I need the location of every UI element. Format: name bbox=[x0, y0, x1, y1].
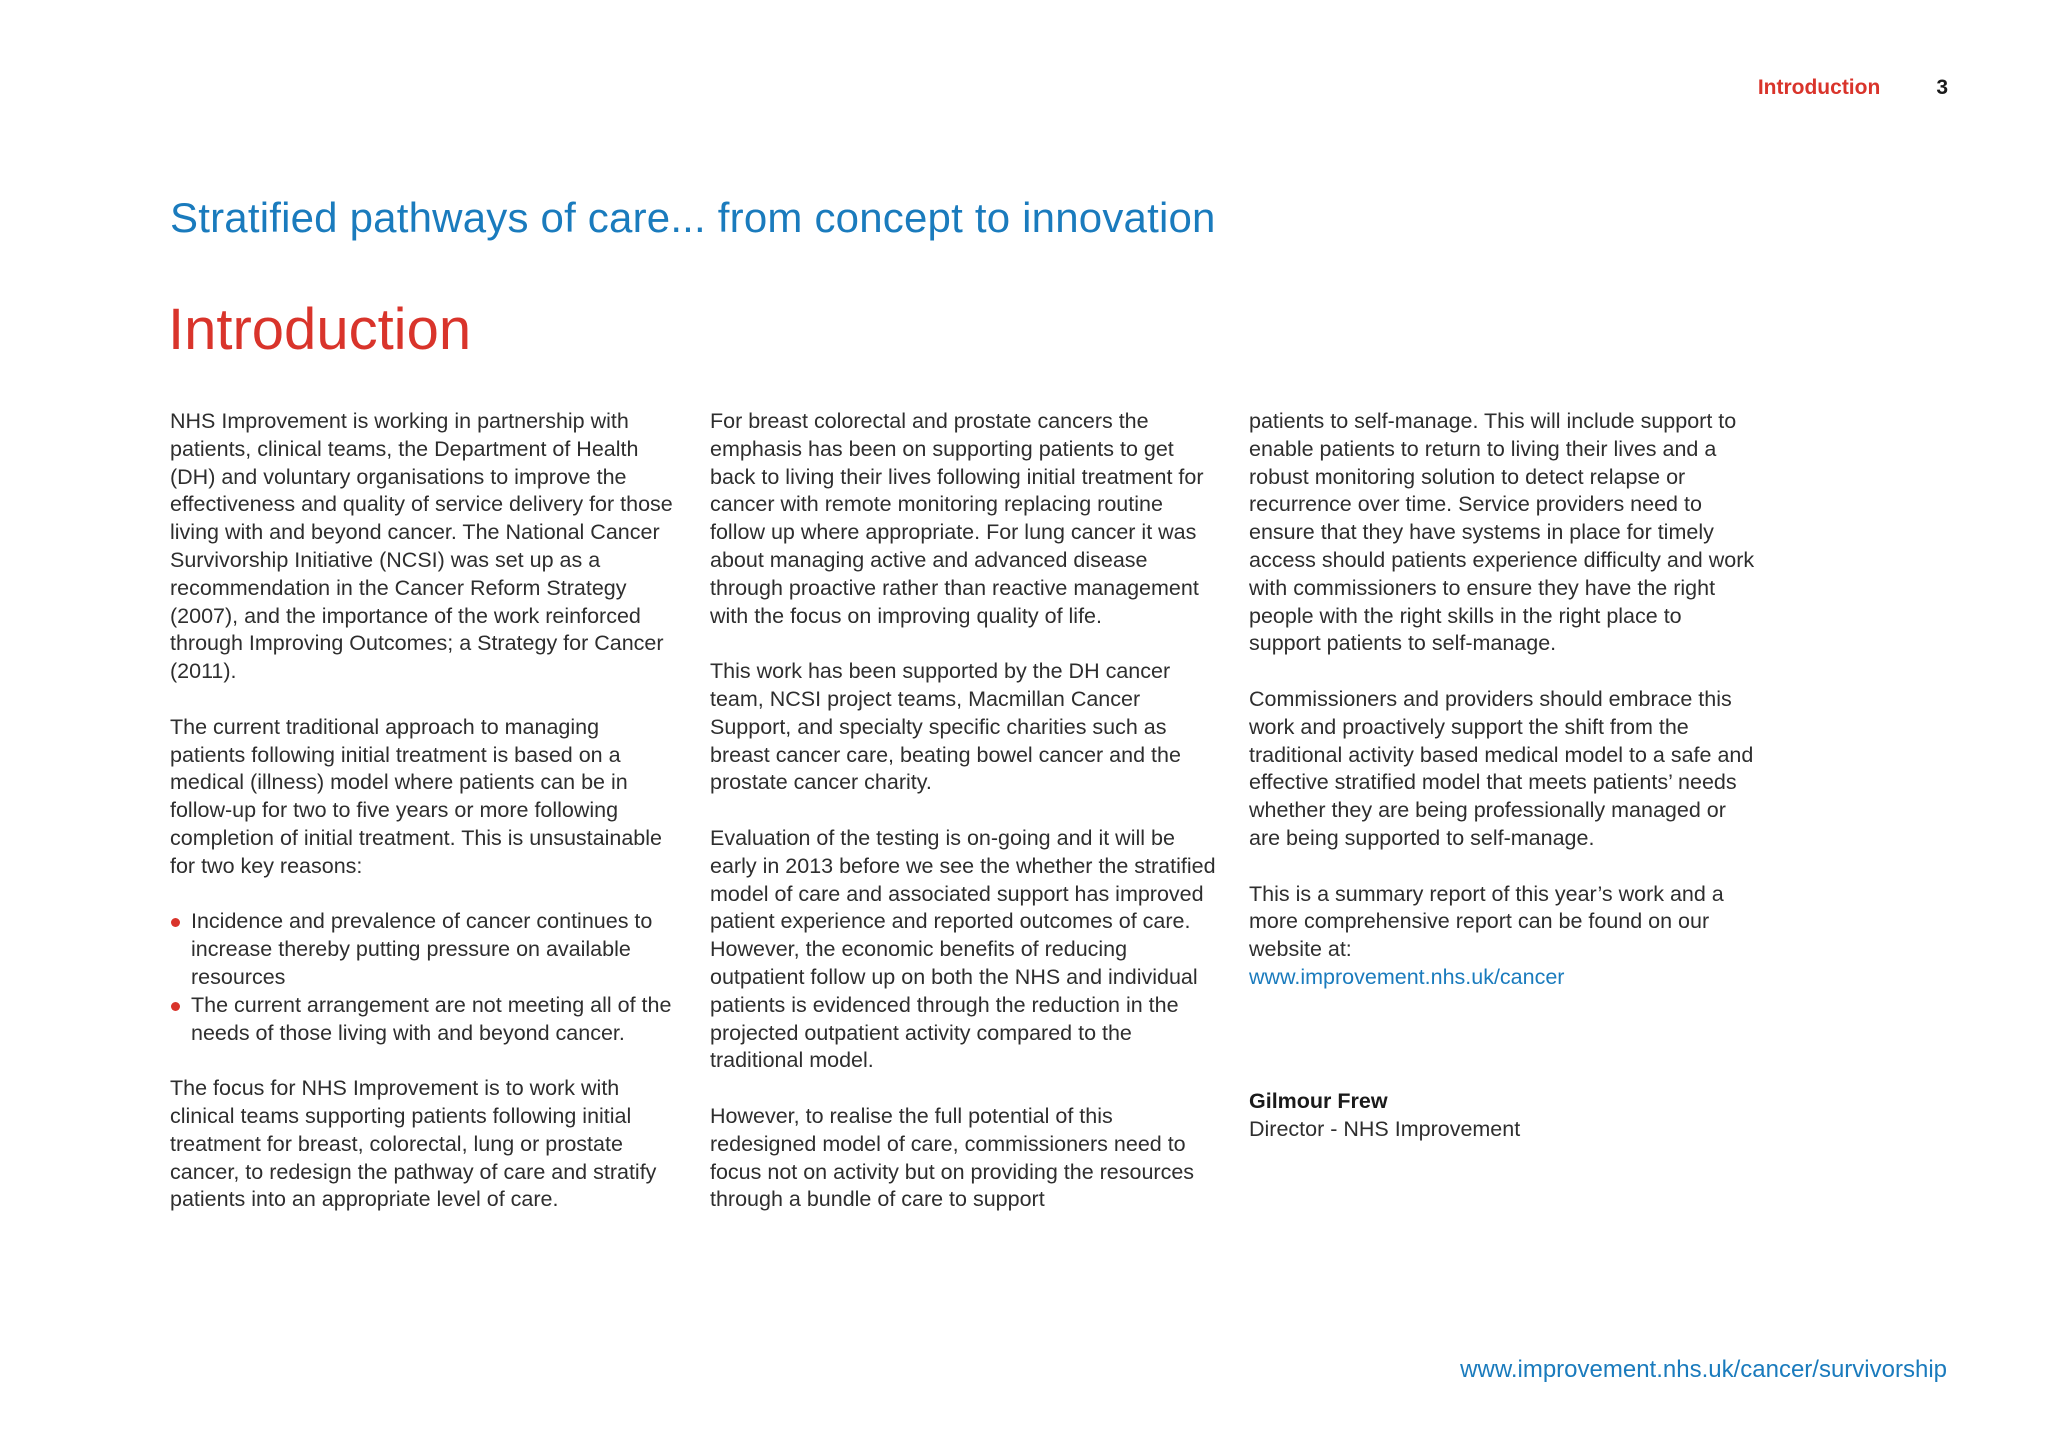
bullet-list bbox=[170, 908, 680, 1047]
paragraph: This work has been supported by the DH cancer team, NCSI project teams, Macmillan Cancer Support, and specialty specific charities such as breast cancer care, beating bowel cancer and the prostate cancer charity. bbox=[710, 659, 1181, 795]
paragraph: patients to self-manage. This will include support to enable patients to return to living their lives and a robust monitoring solution to detect relapse or recurrence over time. Service providers need to ensure that they have systems in place for timely access should patients experience difficulty and work with commissioners to ensure they have the right people with the right skills in the right place to support patients to self-manage. bbox=[1249, 409, 1755, 656]
header-section-name: Introduction bbox=[1757, 76, 1881, 99]
text-column-1 bbox=[170, 408, 680, 1242]
list-item-text: The current arrangement are not meeting all of the needs of those living with and beyond cancer. bbox=[191, 992, 672, 1045]
paragraph: However, to realise the full potential of this redesigned model of care, commissioners need to focus not on activity but on providing the resources through a bundle of care to support bbox=[710, 1103, 1195, 1212]
list-item-text: Incidence and prevalence of cancer continues to increase thereby putting pressure on available resources bbox=[191, 909, 653, 989]
page-title: Introduction bbox=[168, 297, 472, 362]
running-header bbox=[1758, 76, 1948, 100]
list-item bbox=[170, 908, 680, 991]
paragraph: For breast colorectal and prostate cancers the emphasis has been on supporting patients to get back to living their lives following initial treatment for cancer with remote monitoring replacing routine follow up where appropriate. For lung cancer it was about managing active and advanced disease through proactive rather than reactive management with the focus on improving quality of life. bbox=[710, 409, 1204, 628]
text-column-3 bbox=[1249, 408, 1759, 1143]
paragraph: NHS Improvement is working in partnership with patients, clinical teams, the Department of Health (DH) and voluntary organisations to improve the effectiveness and quality of service delivery for those living with and beyond cancer. The National Cancer Survivorship Initiative (NCSI) was set up as a recommendation in the Cancer Reform Strategy (2007), and the importance of the work reinforced through Improving Outcomes; a Strategy for Cancer (2011). bbox=[170, 409, 673, 684]
paragraph: Evaluation of the testing is on-going and it will be early in 2013 before we see the whether the stratified model of care and associated support has improved patient experience and reported outcomes of care. However, the economic benefits of reducing outpatient follow up on both the NHS and individual patients is evidenced through the reduction in the projected outpatient activity compared to the traditional model. bbox=[710, 825, 1216, 1073]
signature-name: Gilmour Frew bbox=[1249, 1088, 1388, 1113]
list-item bbox=[170, 992, 680, 1048]
signature-role: Director - NHS Improvement bbox=[1249, 1116, 1521, 1141]
paragraph: The current traditional approach to managing patients following initial treatment is based on a medical (illness) model where patients can be in follow-up for two to five years or more following completion of initial treatment. This is unsustainable for two key reasons: bbox=[170, 714, 662, 878]
bullet-dot-icon bbox=[171, 918, 180, 927]
paragraph: Commissioners and providers should embrace this work and proactively support the shift from the traditional activity based medical model to a safe and effective stratified model that meets patients’ needs whether they are being professionally managed or are being supported to self-manage. bbox=[1249, 686, 1754, 850]
website-link[interactable]: www.improvement.nhs.uk/cancer bbox=[1249, 964, 1565, 989]
bullet-dot-icon bbox=[171, 1002, 180, 1011]
text-column-2 bbox=[710, 408, 1220, 1242]
paragraph: This is a summary report of this year’s work and a more comprehensive report can be found on our website at: bbox=[1249, 881, 1724, 962]
paragraph: The focus for NHS Improvement is to work with clinical teams supporting patients following initial treatment for breast, colorectal, lung or prostate cancer, to redesign the pathway of care and stratify patients into an appropriate level of care. bbox=[170, 1076, 657, 1212]
footer-url-link[interactable]: www.improvement.nhs.uk/cancer/survivorship bbox=[1460, 1356, 1947, 1383]
signature-block bbox=[1249, 1088, 1759, 1144]
page-number: 3 bbox=[1936, 76, 1948, 99]
document-subtitle: Stratified pathways of care... from concept to innovation bbox=[170, 194, 1216, 241]
